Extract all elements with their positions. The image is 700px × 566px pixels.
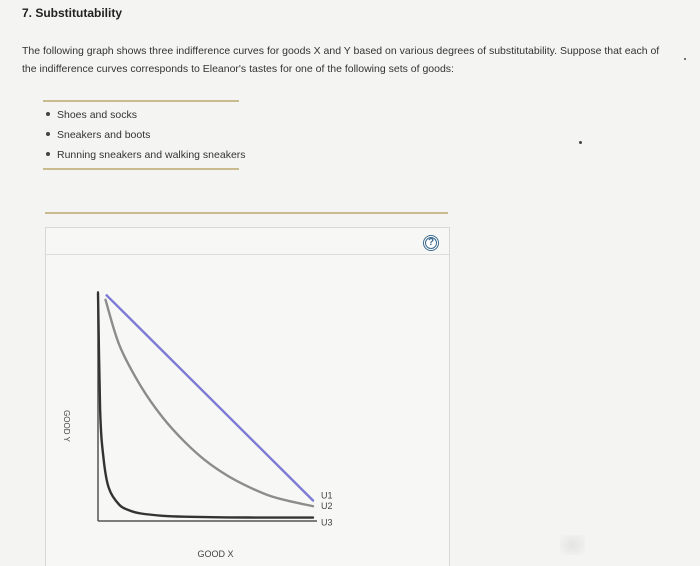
question-intro: The following graph shows three indifference curves for goods X and Y based on various degrees of substitutability. Suppose that each of the indifference curves corresponds to Eleanor's tastes for one of the following sets of goods: (22, 45, 660, 75)
decorative-dot (684, 58, 686, 60)
list-item (40, 126, 246, 146)
divider-bottom (43, 168, 239, 170)
curve-u1 (107, 295, 313, 500)
goods-set-label: Shoes and socks (57, 109, 137, 121)
shadow-smudge (560, 535, 585, 555)
curve-u2 (106, 300, 314, 506)
bullet-icon (46, 152, 50, 156)
series-label-u1: U1 (321, 490, 333, 501)
indifference-chart (45, 227, 448, 565)
chart-axes (98, 291, 317, 521)
list-item (40, 146, 246, 166)
divider-graph (45, 212, 448, 214)
bullet-icon (46, 112, 50, 116)
y-axis-label: GOOD Y (62, 410, 71, 442)
decorative-dot (579, 141, 582, 144)
goods-set-label: Sneakers and boots (57, 129, 151, 141)
goods-set-label: Running sneakers and walking sneakers (57, 149, 246, 161)
goods-list (40, 106, 246, 166)
list-item (40, 106, 246, 126)
bullet-icon (46, 132, 50, 136)
x-axis-label: GOOD X (197, 549, 234, 559)
chart-curves (98, 293, 313, 518)
series-label-u3: U3 (321, 517, 333, 528)
question-title: 7. Substitutability (22, 6, 123, 20)
series-label-u2: U2 (321, 501, 333, 512)
divider-top (43, 100, 239, 102)
chart-labels (62, 410, 333, 559)
help-label: ? (427, 237, 435, 248)
curve-u3 (98, 293, 313, 518)
